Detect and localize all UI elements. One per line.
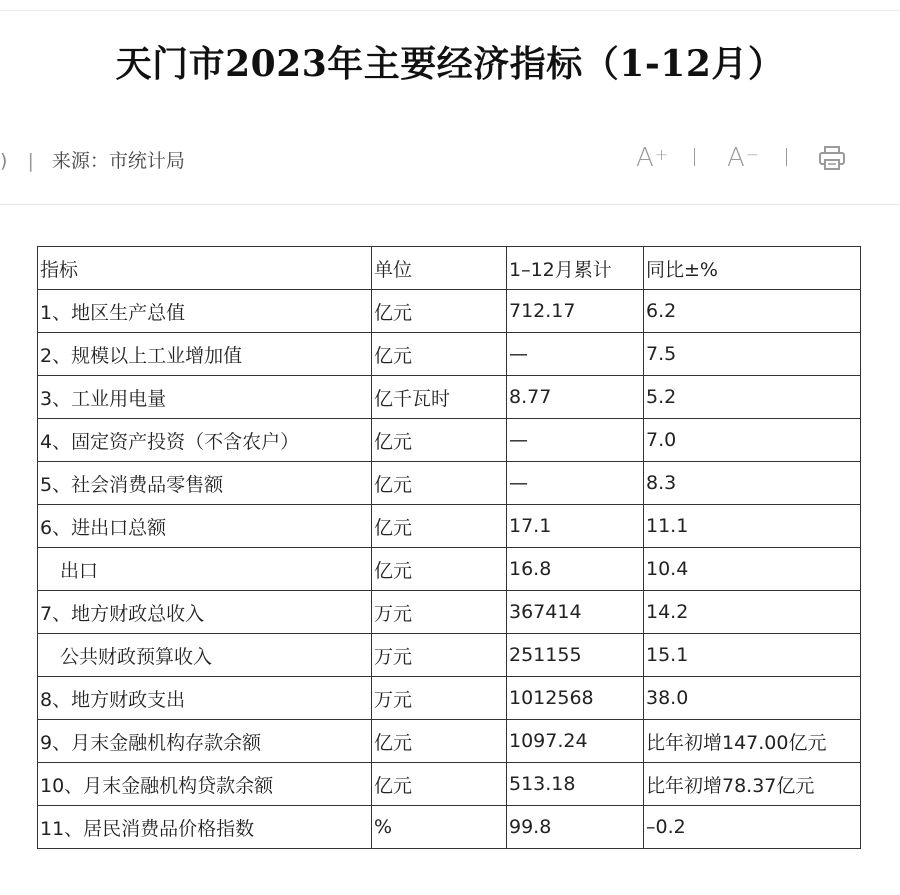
column-header-cumulative: 1–12月累计 [507,247,644,290]
cumulative-cell: 1097.24 [507,720,644,763]
meta-separator: | [27,150,34,172]
table-row [38,677,861,720]
table-row [38,333,861,376]
unit-cell: 万元 [372,677,507,720]
cumulative-cell: 99.8 [507,806,644,849]
cumulative-cell: 251155 [507,634,644,677]
table-row [38,634,861,677]
unit-cell: 亿元 [372,505,507,548]
unit-cell: % [372,806,507,849]
cumulative-cell: 8.77 [507,376,644,419]
article-meta [0,146,185,173]
cumulative-cell: 16.8 [507,548,644,591]
unit-cell: 亿元 [372,548,507,591]
unit-cell: 亿元 [372,419,507,462]
yoy-cell: 10.4 [644,548,861,591]
indicator-cell: 3、工业用电量 [38,376,372,419]
table-row [38,763,861,806]
top-divider [0,0,900,11]
table-row [38,505,861,548]
indicator-cell: 7、地方财政总收入 [38,591,372,634]
page-title: 天门市2023年主要经济指标（1-12月） [115,43,785,85]
meta-lead-fragment: ) [0,150,8,172]
yoy-cell: 7.0 [644,419,861,462]
cumulative-cell: 513.18 [507,763,644,806]
cumulative-cell: 17.1 [507,505,644,548]
yoy-cell: 比年初增147.00亿元 [644,720,861,763]
yoy-cell: 14.2 [644,591,861,634]
unit-cell: 亿元 [372,290,507,333]
indicator-cell: 11、居民消费品价格指数 [38,806,372,849]
yoy-cell: 38.0 [644,677,861,720]
indicator-cell: 5、社会消费品零售额 [38,462,372,505]
cumulative-cell: 1012568 [507,677,644,720]
cumulative-cell: 712.17 [507,290,644,333]
cumulative-cell: 367414 [507,591,644,634]
toolbar-separator [694,148,695,166]
article-source: 来源：市统计局 [51,150,185,172]
yoy-cell: 6.2 [644,290,861,333]
printer-icon [818,145,846,171]
cumulative-cell: — [507,419,644,462]
yoy-cell: 11.1 [644,505,861,548]
column-header-indicator: 指标 [38,247,372,290]
indicator-cell: 6、进出口总额 [38,505,372,548]
unit-cell: 亿千瓦时 [372,376,507,419]
unit-cell: 亿元 [372,763,507,806]
table-row [38,806,861,849]
yoy-cell: 8.3 [644,462,861,505]
table-row [38,376,861,419]
table-row [38,462,861,505]
table-header-row [38,247,861,290]
unit-cell: 亿元 [372,333,507,376]
indicator-cell: 8、地方财政支出 [38,677,372,720]
font-increase-button[interactable]: A + [636,143,669,173]
cumulative-cell: — [507,462,644,505]
toolbar-separator [786,148,787,166]
table-row [38,548,861,591]
indicator-cell: 10、月末金融机构贷款余额 [38,763,372,806]
font-decrease-button[interactable]: A − [727,143,760,173]
indicator-cell: 1、地区生产总值 [38,290,372,333]
article-meta-bar [0,118,900,205]
table-row [38,419,861,462]
table-row [38,290,861,333]
yoy-cell: 7.5 [644,333,861,376]
yoy-cell: –0.2 [644,806,861,849]
table-row [38,720,861,763]
print-button[interactable] [818,138,846,178]
unit-cell: 万元 [372,634,507,677]
font-increase-icon: A [636,143,654,173]
table-row [38,591,861,634]
indicator-cell: 公共财政预算收入 [38,634,372,677]
column-header-unit: 单位 [372,247,507,290]
yoy-cell: 5.2 [644,376,861,419]
cumulative-cell: — [507,333,644,376]
indicator-cell: 4、固定资产投资（不含农户） [38,419,372,462]
indicator-cell: 出口 [38,548,372,591]
yoy-cell: 15.1 [644,634,861,677]
font-decrease-icon: A [727,143,745,173]
economic-indicators-table [37,246,861,849]
yoy-cell: 比年初增78.37亿元 [644,763,861,806]
unit-cell: 亿元 [372,462,507,505]
unit-cell: 万元 [372,591,507,634]
indicator-cell: 9、月末金融机构存款余额 [38,720,372,763]
indicator-cell: 2、规模以上工业增加值 [38,333,372,376]
unit-cell: 亿元 [372,720,507,763]
column-header-yoy: 同比±% [644,247,861,290]
